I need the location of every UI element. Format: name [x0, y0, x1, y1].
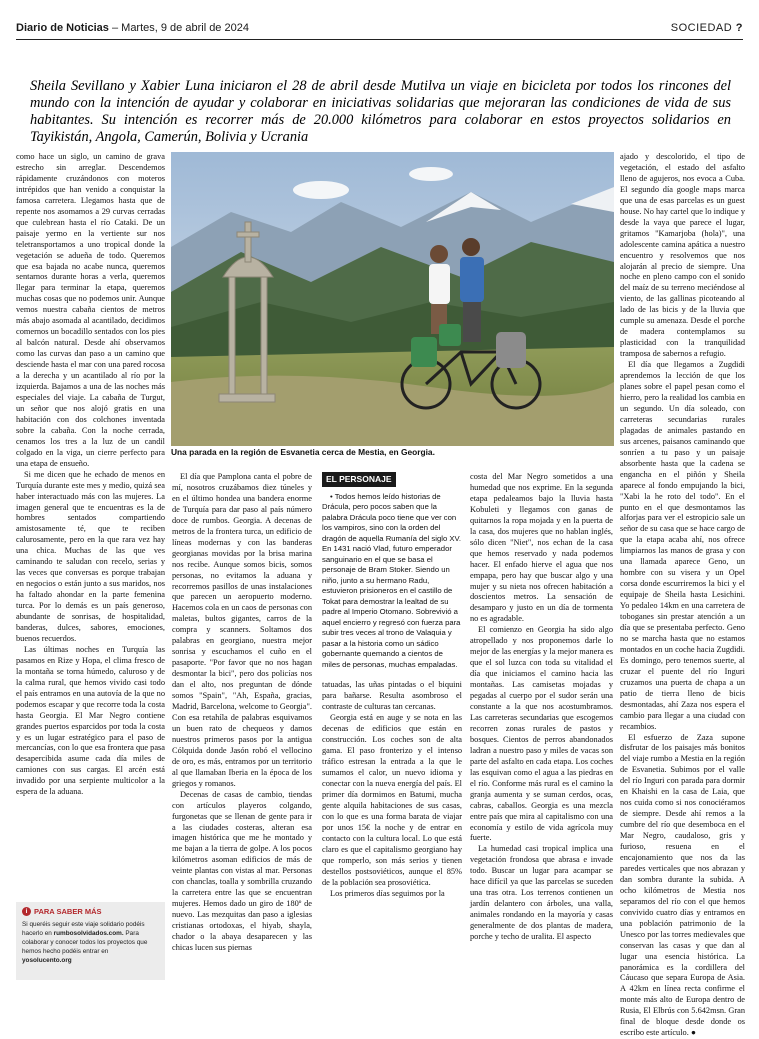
link-yosolucento[interactable]: yosolucento.org	[22, 957, 72, 964]
paragraph: Georgia está en auge y se nota en las decenas de edificios que están en construcción. Los coches son de alta gama. El paso fronterizo y el intenso tráfico estresan la entrada a la que le sumamos el calor, un nuevo idioma y conectar con la nueva energía del país. El primer día dormimos en Batumi, mucha gente alquila habitaciones de sus casas, con lo que es una forma barata de viajar por unos 15€ la noche y de entrar en contacto con la cultura local. Lo que está claro es que el capitalismo georgiano hay que romperlo, son más serios y tienen destellos postsoviéticos, aunque el 85% de la población sea prosoviética.	[322, 713, 462, 887]
paragraph: costa del Mar Negro sometidos a una humedad que nos exprime. En la segunda etapa pedaleamos bajo la lluvia hasta Kobuleti y llegamos con ganas de quitarnos la ropa mojada y en la puerta de la casa, dos mujeres que no hablan inglés, sólo dicen "Niet", nos echan de la casa que hemos reservado y nada podemos hacer. El enfado hierve el agua que nos empapa, pero hay que buscar algo y una mujer y su nieta nos ofrecen habitación a doscientos metros. La sensación de desamparo y justo en un día de tormenta no es agradable.	[470, 472, 613, 624]
photo-caption: Una parada en la región de Esvanetia cerca de Mestia, en Georgia.	[171, 447, 435, 457]
paragraph: La humedad casi tropical implica una vegetación frondosa que abrasa e invade todo. Buscar un lugar para acampar se hace difícil ya que las parcelas se suceden una tras otra. Los terrenos contienen un jardín delantero con árboles, una valla, animales rondando en la mayoría y casas generalmente de dos plantas de madera, porche y techo de uralita. El aspecto	[470, 844, 613, 942]
section-name: SOCIEDAD ?	[670, 22, 743, 34]
info-box	[16, 902, 165, 980]
paragraph: El día que Pamplona canta el pobre de mí, nosotros cruzábamos diez túneles y en el último hondea una bandera enorme de Turquía para dar paso al país número doce de rumbos. Georgia. A decenas de metros de la frontera turca, un edificio de líneas modernas y con las banderas georgianas movidas por la brisa marina nos recibe. Aunque somos bicis, somos personas, no evitamos la aduana y recorremos pasillos de unas instalaciones que parecen un aeropuerto moderno. Hacemos cola en un caos de personas con maletas, bultos gigantes, carros de la compra y scanners. Soltamos dos palabras en georgiano, nuestra mejor sonrisa y escuchamos el cuño en el pasaporte. "Por favor que no nos hagan desmontar la bici", pero dos policías nos dan el alto, nos preguntan de dónde somos "Spain", "Ah, España, gracias, Madrid, Barcelona, welcome to Georgia". Con esa retahíla de palabras esquivamos un buen rato de chequeos y damos nuestros primeros pasos por la antigua Cólquida donde Jasón robó el vellocino de oro, es más, entramos por un territorio al que llamaban Iberia en la época de los griegos y romanos.	[172, 472, 312, 788]
paragraph: ajado y descolorido, el tipo de vegetación, el estado del asfalto lleno de agujeros, nos evoca a Cuba. El segundo día google maps marca que una de esas parcelas es un guest house. No hay cartel que lo indique y desde la vaya que parece el lugar, gritamos "Kamarjoba (hola)", una adolescente camina apática a nuestro encuentro y resolvemos que nos alojarán al precio de siempre. Una noche en pleno campo con el sonido del maíz de su terreno meciéndose al viento, de las gallinas picoteando al lado de las bicis y de la lluvia que cumple su amenaza. Desde el porche de madera contemplamos su plasticidad con la tranquilidad tramposa de sabernos a refugio.	[620, 152, 745, 359]
paragraph: El día que llegamos a Zugdidi aprendemos la lección de que los planes sobre el papel pesan como el hierro, pero la realidad los cambia en un segundo. Un día soleado, con carreteras secundarias rurales plagadas de animales pastando en sus arcenes, paisanos caminando que sonríen a tu paso y un paisaje absorbente hasta que la cadena se engancha en el piñón y Sheila aparece al fondo empujando la bici, "Xabi la he roto del todo". En el punto en el que desmontamos las alforjas para ver el estropicio sale un señor de su casa que se hace cargo de que la etapa acaba ahí, nos ofrece limpiarnos las manos de grasa y con una llamada aparece Geno, un hombre con su visera y un Opel corsa donde escurriremos la bici y el equipaje de Sheila hasta Lesichini. Yo pedaleo 14km en una carretera de toboganes sin prestar atención a un día que se presentaba perfecto. Geno no se marcha hasta que no estamos montados en un coche hacia Zugdidi. Es domingo, pero tenemos suerte, al cruzar el puente del río Inguri cruzamos una puerta de chapa a un patio de tierra lleno de bicis desmontadas, ahí Zaza nos espera el cambio para llegar a una ciudad con recambios.	[620, 360, 745, 731]
standfirst: Sheila Sevillano y Xabier Luna iniciaron el 28 de abril desde Mutilva un viaje en bicicleta por todos los rincones del mundo con la intención de ayudar y colaborar en iniciativas solidarias que mejoraran las condiciones de vida de sus habitantes. Su intención es recorrer más de 20.000 kilómetros para colaborar en estos proyectos solidarios en Tayikistán, Angola, Camerún, Bolivia y Ucrania	[30, 78, 731, 145]
paragraph: Decenas de casas de cambio, tiendas con artículos playeros colgando, furgonetas que se llenan de gente para ir a las ciudades costeras, alteran esa imagen histórica que me he montado y me bajan a la tierra de golpe. A los pocos kilómetros asoman edificios de más de veinte plantas con vistas al mar. Personas con chanclas, toalla y sombrilla cruzando la carretera entre las que se encuentran mujeres. Hemos dado un giro de 180º de nuevo. Las mezquitas dan paso a iglesias cristianas ortodoxas, el hiyab, shayla, chador o la abaya desaparecen y las chicas lucen sus piernas	[172, 789, 312, 952]
paragraph: Las últimas noches en Turquía las pasamos en Rize y Hopa, el clima fresco de la montaña se torna húmedo, caluroso y de la calma rural, que hemos vivido casi todo el país entramos en una autovía de la que no podemos escapar y que recorre toda la costa hasta Georgia. El Mar Negro contiene grandes puertos esparcidos por toda la costa y es un lugar estratégico para el paso de mercancías, con lo que esa frontera que pasa desapercibida asume cada día miles de camiones con sus cargas. El arcén está invadido por una serpiente multicolor a la espera de la aduana.	[16, 644, 165, 797]
text-column-3	[322, 472, 462, 900]
sidebar-text: • Todos hemos leído historias de Drácula, pero pocos saben que la palabra Drácula poco tiene que ver con los vampiros, sino con la orden del dragón de aquella Rumanía del siglo XV. En 1431 nació Vlad, futuro emperador sanguinario en el que se basa el personaje de Bram Stoker. Siendo un niño, junto a su hermano Radu, estuvieron prisioneros en el castillo de Tokat para demostrar la lealtad de su padre al Imperio Otomano. Sobrevivió a aquel encierro y regresó con fuerza para subir tres veces al trono de Valaquia y pasar a la historia como un sádico gobernante quemando a cientos de miles de personas, muchas empaladas.	[322, 491, 462, 669]
text-column-5	[620, 152, 745, 1039]
header-rule	[16, 39, 743, 40]
page-header	[16, 22, 743, 38]
link-rumbosolvidados[interactable]: rumbosolvidados.com.	[53, 930, 124, 937]
paragraph: Si me dicen que he echado de menos en Turquía durante este mes y medio, quizá sea haber interactuado más con las mujeres. La imagen general que te encuentras es la de hombres sentados compartiendo amistosamente té, que te reciben calurosamente, pero en la que rara vez hay una chica. Muchas de las que ves caminando te saludan con recelo, serias y las veces que conversas es porque trabajan en negocios o están junto a sus maridos, nos ha faltado ahondar en la parte femenina turca. Por lo demás es un país generoso, abundante de sonrisas, de hospitalidad, banderas, dulces, sabores, emociones, buenos recuerdos.	[16, 469, 165, 643]
paragraph: como hace un siglo, un camino de grava estrecho sin arreglar. Descendemos rápidamente cruzándonos con moteros intrépidos que han venido a conquistar la famosa carretera. Llegamos hasta que de repente nos asomamos a 29 curvas cerradas que culebrean hasta el río Cataki. De un paisaje yermo en la vertiente sur nos teletransportamos a uno tropical donde la vegetación se adueña de todo. Queremos que esa bajada no acabe nunca, queremos sentarnos durante horas a verla, queremos llegar para terminar la etapa, queremos muchas cosas que no podemos unir. Aunque vemos nuestra cabaña cientos de metros más abajo asomada al acantilado, decidimos comernos un bocadillo sentados con los pies al balcón natural. Desde ahí observamos como las curvas dan paso a un camino que desciende hasta el mar con una pared rocosa a la derecha y un acantilado al río por la izquierda. Bajamos a una de las noches más especiales del viaje. La cabaña de Turgut, un señor que nos alojó gratis en una habitación con dos colchones inventada sobre la cabaña. Con la noche cerrada, cenamos los tres a la luz de un candil colgado en la viga, un cierre perfecto para una etapa de ensueño.	[16, 152, 165, 468]
text-column-1	[16, 152, 165, 798]
text-column-2	[172, 472, 312, 954]
paragraph: El esfuerzo de Zaza supone disfrutar de los paisajes más bonitos del viaje rumbo a Mestia en la región de Esvanetia. Subimos por el valle del río Inguri con parada para dormir en Khaishi en la casa de Laia, que nos cuida como si nos conociéramos de siempre. Desde ahí remos a la cumbre del río que desemboca en el Mar Negro, caudaloso, gris y furioso, resuena en el encajonamiento que nos da las paredes verticales que nos abrazan y dan sombra durante la subida. A ocho kilómetros de Mestia nos separamos del río con el que hemos convivido cuatro días y entramos en una población patrimonio de la Unesco por las torres medievales que conservan las casas y que dan al lugar una esencia histórica. La panorámica es la cordillera del Cáucaso que separa Europa de Asia. A 42km en línea recta confirme el monte más alto de Europa dentro de Rusia, El Elbrús con 5.642msn. Gran final de bloque desde donde os escribo este artículo. ●	[620, 732, 745, 1038]
info-icon: i	[22, 907, 31, 916]
newspaper-name: Diario de Noticias	[16, 22, 109, 34]
text-column-4	[470, 472, 613, 943]
info-box-title: i PARA SABER MÁS	[22, 907, 159, 916]
info-box-text: Si queréis seguir este viaje solidario podéis hacerlo en rumbosolvidados.com. Para colaborar y conocer todos los proyectos que hemos hecho podéis entrar en yosolucento.org	[22, 921, 148, 964]
paragraph: Los primeros días seguimos por la	[330, 888, 445, 898]
paragraph: El comienzo en Georgia ha sido algo atropellado y nos proponemos darle lo mejor de las energías y la mejor manera es que el sol luzca con toda su vitalidad el día que iniciamos el camino hacia las montañas. Las camisetas mojadas y pegadas al cuerpo por el sudor serán una constante a la que nos acostumbramos. Las carreteras secundarias que escogemos recorren zonas rurales de pastos y bosques. Cientos de perros abandonados ladran a nuestro paso y miles de vacas son parte del asfalto en cada etapa. Los coches las esquivan como el agua a las piedras en el río. Conforme más rural es el camino la granja aumenta y se suman cerdos, ocas, cabras, caballos. Georgia es una mezcla entre país que mira al capitalismo con una economía y estilo de vida agrícola muy fuerte.	[470, 625, 613, 843]
article-photo	[171, 152, 614, 446]
paragraph: tatuadas, las uñas pintadas o el biquini para bañarse. Resulta asombroso el contraste de culturas tan cercanas.	[322, 680, 462, 712]
sidebar-label: EL PERSONAJE	[322, 472, 396, 487]
photo-illustration	[171, 152, 614, 446]
publication-date: – Martes, 9 de abril de 2024	[108, 22, 249, 34]
spacer	[322, 670, 462, 680]
